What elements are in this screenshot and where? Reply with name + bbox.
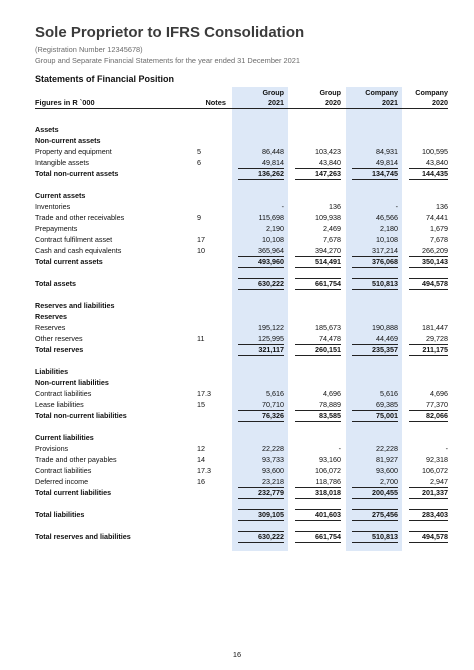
table-row (0, 157, 474, 168)
total-rule-below (352, 520, 398, 521)
table-row (0, 135, 474, 146)
total-rule-below (238, 542, 284, 543)
row-value: - (338, 444, 341, 453)
row-value: 106,072 (315, 466, 341, 475)
total-rule-below (409, 267, 448, 268)
total-rule-above (295, 487, 341, 488)
row-value: 494,578 (422, 279, 448, 288)
table-row (0, 443, 474, 454)
row-value: 4,696 (430, 389, 448, 398)
total-rule-above (409, 168, 448, 169)
row-value: 93,600 (262, 466, 284, 475)
column-header-year: 2020 (325, 97, 341, 107)
label-column-header: Figures in R `000 (35, 98, 95, 107)
row-value: 86,448 (262, 147, 284, 156)
total-rule-below (409, 179, 448, 180)
total-rule-above (295, 168, 341, 169)
column-header-entity: Company (365, 88, 398, 97)
total-rule-below (295, 267, 341, 268)
total-rule-below (238, 355, 284, 356)
row-value: 134,745 (372, 169, 398, 178)
total-rule-below (352, 289, 398, 290)
total-rule-below (409, 355, 448, 356)
row-note: 5 (197, 147, 201, 156)
total-rule-below (238, 267, 284, 268)
document-title: Sole Proprietor to IFRS Consolidation (35, 24, 305, 41)
total-rule-above (409, 531, 448, 532)
table-row (0, 190, 474, 201)
table-row (0, 223, 474, 234)
row-value: 2,700 (380, 477, 398, 486)
row-value: 76,326 (262, 411, 284, 420)
column-header-group-2021 (232, 88, 284, 107)
row-label: Contract fulfilment asset (35, 235, 113, 244)
row-value: 630,222 (258, 532, 284, 541)
row-value: 661,754 (315, 532, 341, 541)
table-row (0, 454, 474, 465)
row-label: Provisions (35, 444, 69, 453)
table-row (0, 234, 474, 245)
row-label: Total current liabilities (35, 488, 112, 497)
notes-column-header: Notes (205, 98, 226, 107)
row-value: 136 (329, 202, 341, 211)
row-value: 93,733 (262, 455, 284, 464)
total-rule-below (295, 421, 341, 422)
table-row (0, 333, 474, 344)
row-label: Prepayments (35, 224, 78, 233)
total-rule-below (238, 421, 284, 422)
row-note: 16 (197, 477, 205, 486)
table-row (0, 300, 474, 311)
row-value: 81,927 (376, 455, 398, 464)
column-header-entity: Company (415, 88, 448, 97)
row-value: 1,679 (430, 224, 448, 233)
total-rule-below (238, 520, 284, 521)
total-rule-above (352, 278, 398, 279)
row-note: 6 (197, 158, 201, 167)
row-label: Liabilities (35, 367, 69, 376)
row-note: 9 (197, 213, 201, 222)
row-value: 376,068 (372, 257, 398, 266)
total-rule-above (295, 278, 341, 279)
total-rule-above (409, 256, 448, 257)
total-rule-below (409, 289, 448, 290)
total-rule-below (352, 421, 398, 422)
total-rule-below (295, 289, 341, 290)
row-value: 109,938 (315, 213, 341, 222)
row-value: 92,318 (426, 455, 448, 464)
row-value: 283,403 (422, 510, 448, 519)
total-rule-above (238, 487, 284, 488)
row-value: 318,018 (315, 488, 341, 497)
row-value: 235,357 (372, 345, 398, 354)
table-row (0, 344, 474, 355)
row-label: Deferred income (35, 477, 89, 486)
total-rule-above (238, 278, 284, 279)
row-value: 69,385 (376, 400, 398, 409)
row-value: 7,678 (430, 235, 448, 244)
row-value: 401,603 (315, 510, 341, 519)
row-label: Total reserves (35, 345, 84, 354)
row-value: 49,814 (262, 158, 284, 167)
row-label: Total non-current liabilities (35, 411, 127, 420)
row-value: 317,214 (372, 246, 398, 255)
table-row (0, 531, 474, 542)
row-value: 4,696 (323, 389, 341, 398)
row-value: 350,143 (422, 257, 448, 266)
row-value: 44,469 (376, 334, 398, 343)
row-value: 2,947 (430, 477, 448, 486)
table-row (0, 245, 474, 256)
total-rule-above (352, 344, 398, 345)
row-value: 211,175 (422, 345, 448, 354)
total-rule-below (409, 542, 448, 543)
row-value: 309,105 (258, 510, 284, 519)
total-rule-above (352, 531, 398, 532)
total-rule-above (409, 410, 448, 411)
row-label: Current liabilities (35, 433, 94, 442)
total-rule-above (238, 344, 284, 345)
row-value: 100,595 (422, 147, 448, 156)
total-rule-above (238, 410, 284, 411)
table-row (0, 377, 474, 388)
row-value: 275,456 (372, 510, 398, 519)
total-rule-above (295, 256, 341, 257)
total-rule-above (409, 509, 448, 510)
row-label: Trade and other receivables (35, 213, 125, 222)
total-rule-above (352, 487, 398, 488)
total-rule-below (295, 542, 341, 543)
total-rule-above (238, 168, 284, 169)
row-value: 7,678 (323, 235, 341, 244)
row-value: 201,337 (422, 488, 448, 497)
row-value: 190,888 (372, 323, 398, 332)
table-row (0, 256, 474, 267)
total-rule-below (352, 542, 398, 543)
row-value: 232,779 (258, 488, 284, 497)
row-value: 144,435 (422, 169, 448, 178)
row-value: 2,190 (266, 224, 284, 233)
total-rule-below (295, 520, 341, 521)
table-row (0, 399, 474, 410)
row-value: 46,566 (376, 213, 398, 222)
row-label: Total liabilities (35, 510, 85, 519)
table-row (0, 432, 474, 443)
row-value: 118,786 (315, 477, 341, 486)
row-label: Total current assets (35, 257, 103, 266)
column-header-group-2020 (289, 88, 341, 107)
row-value: 5,616 (266, 389, 284, 398)
table-row (0, 146, 474, 157)
row-label: Reserves (35, 323, 66, 332)
row-value: 93,160 (319, 455, 341, 464)
total-rule-above (409, 278, 448, 279)
table-row (0, 212, 474, 223)
row-label: Non-current liabilities (35, 378, 109, 387)
row-label: Cash and cash equivalents (35, 246, 122, 255)
table-row (0, 311, 474, 322)
total-rule-above (352, 509, 398, 510)
total-rule-above (238, 531, 284, 532)
row-value: 43,840 (426, 158, 448, 167)
column-header-entity: Group (319, 88, 341, 97)
column-header-company-2021 (346, 88, 398, 107)
row-note: 11 (197, 334, 205, 343)
total-rule-below (352, 498, 398, 499)
statements-description: Group and Separate Financial Statements for the year ended 31 December 2021 (35, 56, 300, 65)
row-value: 2,180 (380, 224, 398, 233)
total-rule-below (409, 421, 448, 422)
row-value: 23,218 (262, 477, 284, 486)
table-row (0, 465, 474, 476)
row-value: 181,447 (422, 323, 448, 332)
row-note: 17 (197, 235, 205, 244)
row-value: 82,066 (426, 411, 448, 420)
table-row (0, 278, 474, 289)
row-label: Reserves (35, 312, 67, 321)
row-value: 103,423 (315, 147, 341, 156)
total-rule-below (238, 498, 284, 499)
total-rule-above (352, 168, 398, 169)
row-note: 14 (197, 455, 205, 464)
row-value: 74,441 (426, 213, 448, 222)
total-rule-above (409, 344, 448, 345)
column-header-year: 2021 (268, 97, 284, 107)
row-value: 2,469 (323, 224, 341, 233)
row-label: Reserves and liabilities (35, 301, 115, 310)
row-value: 136,262 (258, 169, 284, 178)
row-label: Assets (35, 125, 59, 134)
row-value: 29,728 (426, 334, 448, 343)
row-value: 661,754 (315, 279, 341, 288)
total-rule-below (238, 179, 284, 180)
total-rule-below (238, 289, 284, 290)
row-value: 70,710 (262, 400, 284, 409)
row-note: 17.3 (197, 389, 211, 398)
row-value: 83,585 (319, 411, 341, 420)
row-label: Property and equipment (35, 147, 112, 156)
registration-number: (Registration Number 12345678) (35, 45, 143, 54)
row-value: 43,840 (319, 158, 341, 167)
row-label: Trade and other payables (35, 455, 117, 464)
row-value: - (395, 202, 398, 211)
row-value: 514,491 (315, 257, 341, 266)
table-row (0, 476, 474, 487)
total-rule-below (295, 498, 341, 499)
row-value: 510,813 (372, 532, 398, 541)
row-label: Intangible assets (35, 158, 89, 167)
table-row (0, 322, 474, 333)
row-value: 321,117 (258, 345, 284, 354)
row-value: 494,578 (422, 532, 448, 541)
row-value: 78,889 (319, 400, 341, 409)
row-value: 125,995 (258, 334, 284, 343)
row-label: Non-current assets (35, 136, 101, 145)
column-header-company-2020 (403, 88, 448, 107)
table-row (0, 124, 474, 135)
total-rule-above (352, 410, 398, 411)
table-row (0, 388, 474, 399)
row-value: 630,222 (258, 279, 284, 288)
row-value: 10,108 (262, 235, 284, 244)
total-rule-below (295, 179, 341, 180)
row-value: 185,673 (315, 323, 341, 332)
row-label: Inventories (35, 202, 71, 211)
total-rule-above (295, 531, 341, 532)
row-value: 260,151 (315, 345, 341, 354)
row-value: 115,698 (258, 213, 284, 222)
row-label: Total reserves and liabilities (35, 532, 131, 541)
total-rule-above (238, 509, 284, 510)
total-rule-above (295, 344, 341, 345)
row-value: 266,209 (422, 246, 448, 255)
total-rule-below (409, 498, 448, 499)
row-label: Contract liabilities (35, 389, 92, 398)
total-rule-above (352, 256, 398, 257)
row-label: Other reserves (35, 334, 83, 343)
row-value: 195,122 (258, 323, 284, 332)
row-value: 510,813 (372, 279, 398, 288)
total-rule-below (352, 179, 398, 180)
total-rule-above (295, 509, 341, 510)
row-value: 75,001 (376, 411, 398, 420)
row-value: 5,616 (380, 389, 398, 398)
total-rule-below (295, 355, 341, 356)
row-value: 22,228 (376, 444, 398, 453)
section-title: Statements of Financial Position (35, 74, 175, 84)
row-value: 74,478 (319, 334, 341, 343)
row-label: Total non-current assets (35, 169, 119, 178)
row-note: 10 (197, 246, 205, 255)
row-label: Current assets (35, 191, 86, 200)
row-note: 12 (197, 444, 205, 453)
column-header-entity: Group (262, 88, 284, 97)
row-note: 17.3 (197, 466, 211, 475)
row-label: Lease liabilities (35, 400, 84, 409)
row-value: 84,931 (376, 147, 398, 156)
table-row (0, 487, 474, 498)
total-rule-above (238, 256, 284, 257)
table-row (0, 410, 474, 421)
table-row (0, 201, 474, 212)
total-rule-below (409, 520, 448, 521)
column-header-year: 2021 (382, 97, 398, 107)
table-row (0, 509, 474, 520)
row-value: 93,600 (376, 466, 398, 475)
column-header-year: 2020 (432, 97, 448, 107)
total-rule-below (352, 355, 398, 356)
page-number: 16 (232, 650, 242, 659)
row-value: 147,263 (315, 169, 341, 178)
row-value: 493,960 (258, 257, 284, 266)
row-label: Total assets (35, 279, 77, 288)
row-value: 200,455 (372, 488, 398, 497)
row-value: 49,814 (376, 158, 398, 167)
row-value: 106,072 (422, 466, 448, 475)
total-rule-below (352, 267, 398, 268)
table-row (0, 168, 474, 179)
row-value: 394,270 (315, 246, 341, 255)
row-value: 10,108 (376, 235, 398, 244)
total-rule-above (409, 487, 448, 488)
row-value: 22,228 (262, 444, 284, 453)
row-label: Contract liabilities (35, 466, 92, 475)
total-rule-above (295, 410, 341, 411)
table-row (0, 366, 474, 377)
row-value: 77,370 (426, 400, 448, 409)
row-note: 15 (197, 400, 205, 409)
row-value: - (281, 202, 284, 211)
row-value: - (445, 444, 448, 453)
row-value: 365,964 (258, 246, 284, 255)
row-value: 136 (436, 202, 448, 211)
header-rule (35, 108, 448, 109)
